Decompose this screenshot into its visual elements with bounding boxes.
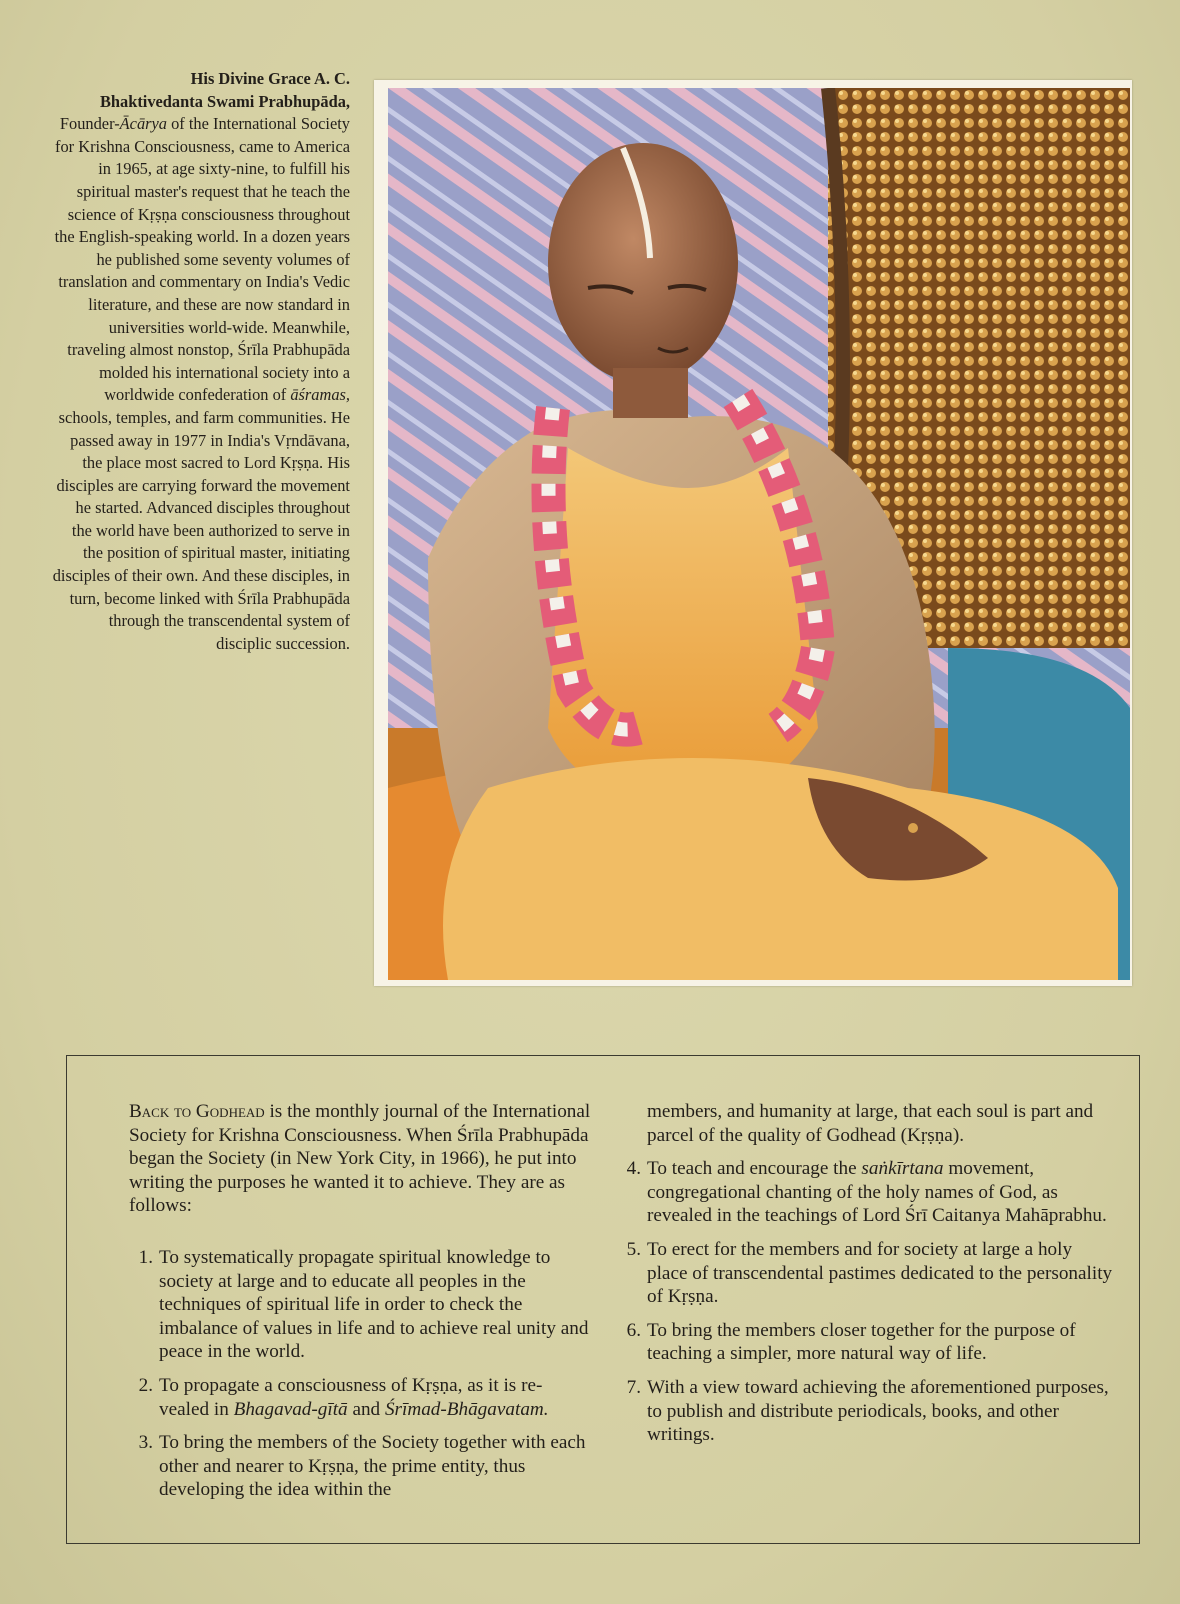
photo-frame [374, 80, 1132, 986]
purpose-item-4: 4. To teach and encourage the saṅkīrtana movement, congregational chanting of the holy names of God, as revealed in the teachings of Lord Śrī Caitanya Mahāprabhu. [626, 1158, 1107, 1227]
purpose-item-3: 3. To bring the members of the Society together with each other and nearer to Kṛṣṇa, the prime entity, thus developing the idea within the [138, 1432, 586, 1501]
caption-name-line2: Bhaktivedanta Swami Prabhupāda, [99, 91, 350, 111]
purposes-left-column [129, 1100, 591, 1512]
photo-caption [52, 68, 350, 655]
portrait-illustration [388, 88, 1130, 980]
purpose-item-5: 5. To erect for the members and for society at large a holy place of transcendental pastimes dedicated to the personality of Kṛṣṇa. [626, 1238, 1113, 1308]
purposes-right-column [617, 1100, 1117, 1457]
purposes-box [66, 1055, 1140, 1544]
caption-name-line1: His Divine Grace A. C. [190, 69, 350, 88]
journal-name: Back to Godhead [129, 1101, 265, 1122]
purposes-intro: Back to Godhead is the monthly journal of the International Society for Krishna Consciousness. When Śrīla Prabhupāda began the Society (in New York City, in 1966), he put into writing the purposes he wanted it to achieve. They are as follows: [129, 1101, 591, 1217]
purpose-item-7: 7. With a view toward achieving the aforementioned purposes, to publish and distribute periodicals, books, and other writings. [626, 1376, 1109, 1446]
portrait-photo [388, 88, 1130, 980]
caption-body: Founder-Ācārya of the International Society for Krishna Consciousness, came to America in 1965, at age sixty-nine, to fulfill his spiritual master's request that he teach the science of Kṛṣṇa consciousness throughout the English-speaking world. In a dozen years he published some seventy volumes of translation and commentary on India's Vedic literature, and these are now standard in universities world-wide. Meanwhile, traveling almost nonstop, Śrīla Prabhupāda molded his international society into a worldwide confederation of āśramas, schools, temples, and farm communities. He passed away in 1977 in India's Vṛndāvana, the place most sacred to Lord Kṛṣṇa. His disciples are carrying forward the movement he started. Advanced disciples throughout the world have been authorized to serve in the position of spiritual master, initiating disciples of their own. And these disciples, in turn, become linked with Śrīla Prabhupāda through the transcendental system of disciplic succession. [52, 114, 350, 653]
purpose-item-3-continued: members, and humanity at large, that each soul is part and parcel of the quality of Godhead (Kṛṣṇa). [647, 1101, 1094, 1146]
purpose-item-6: 6. To bring the members closer together for the purpose of teaching a simpler, more natural way of life. [626, 1319, 1076, 1365]
purpose-item-1: 1. To systematically propagate spiritual knowledge to society at large and to educate all peoples in the techniques of spiritual life in order to check the imbalance of values in life and to achieve real unity and peace in the world. [138, 1246, 589, 1363]
purpose-item-2: 2. To propagate a consciousness of Kṛṣṇa, as it is re-vealed in Bhagavad-gītā and Śrīmad-Bhāgavatam. [138, 1374, 549, 1420]
